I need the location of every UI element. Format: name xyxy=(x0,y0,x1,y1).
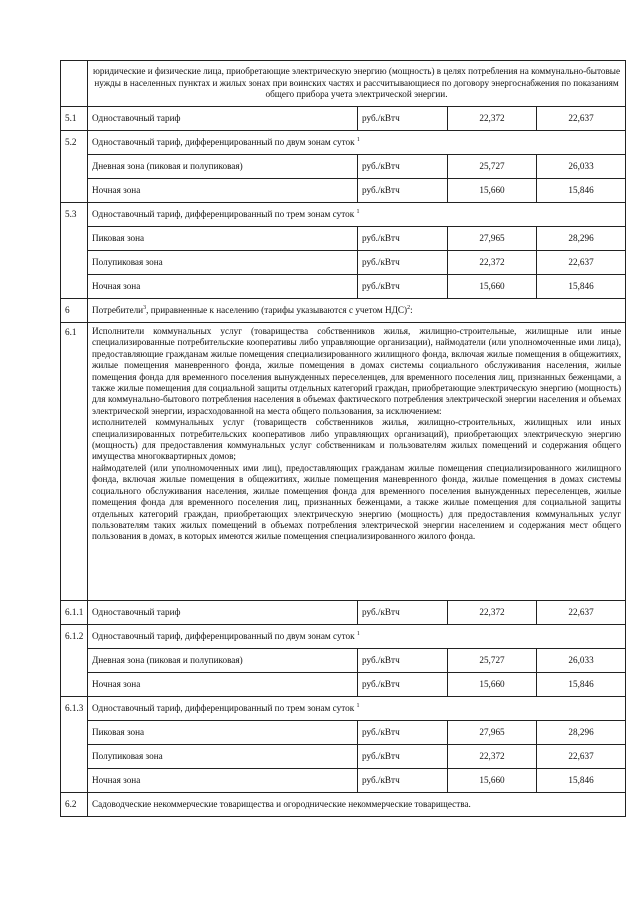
row-name: Ночная зона xyxy=(88,179,358,203)
row-number: 6 xyxy=(61,299,88,323)
tariff-table xyxy=(60,60,626,817)
row-value-2: 15,846 xyxy=(537,769,626,793)
row-value-1: 15,660 xyxy=(448,275,537,299)
table-row xyxy=(61,131,626,155)
row-unit: руб./кВтч xyxy=(358,721,448,745)
row-value-2: 22,637 xyxy=(537,251,626,275)
footnote-ref: 1 xyxy=(356,208,360,215)
row-name: Одноставочный тариф, дифференцированный по трем зонам суток xyxy=(92,702,355,713)
row-name: Ночная зона xyxy=(88,275,358,299)
row-value-2: 15,846 xyxy=(537,673,626,697)
table-row xyxy=(61,697,626,721)
table-row xyxy=(61,769,626,793)
row-heading xyxy=(88,203,626,227)
table-row xyxy=(61,721,626,745)
row-name: Полупиковая зона xyxy=(88,251,358,275)
row-unit: руб./кВтч xyxy=(358,227,448,251)
row-name: Садоводческие некоммерческие товарищества и огороднические некоммерческие товарищества. xyxy=(88,793,626,817)
row-value-2: 26,033 xyxy=(537,155,626,179)
description-paragraph: наймодателей (или уполномоченных ими лиц), предоставляющих гражданам жилые помещения специализированного жилищного фонда, включая жилые помещения в общежитиях, жилые помещения маневренного фонда, жилые помещения в домах системы социального обслуживания населения, жилые помещения фонда для временного поселения вынужденных переселенцев, жилые помещения фонда для временного поселения лиц, признанных беженцами, а также жилые помещения для социальной защиты отдельных категорий граждан, приобретающих электрическую энергию (мощность) для предоставления коммунальных услуг пользователям таких жилых помещений в объемах потребления электрической энергии населением и содержания мест общего пользования в домах, в которых имеются жилые помещения специализированного жилого фонда. xyxy=(92,462,622,542)
row-name: Пиковая зона xyxy=(88,721,358,745)
row-unit: руб./кВтч xyxy=(358,251,448,275)
row-description xyxy=(88,323,626,601)
row-heading xyxy=(88,625,626,649)
intro-text: юридические и физические лица, приобретающие электрическую энергию (мощность) в целях потребления на коммунально-бытовые нужды в населенных пунктах и жилых зонах при воинских частях и рассчитывающиеся по договору энергоснабжения по показаниям общего прибора учета электрической энергии. xyxy=(88,61,626,107)
table-row xyxy=(61,179,626,203)
row-name: Одноставочный тариф, дифференцированный по двум зонам суток xyxy=(92,630,355,641)
row-number: 5.3 xyxy=(61,203,88,299)
row-value-1: 25,727 xyxy=(448,155,537,179)
table-row xyxy=(61,323,626,601)
row-number: 5.2 xyxy=(61,131,88,203)
row-value-1: 15,660 xyxy=(448,673,537,697)
row-number: 6.1.1 xyxy=(61,601,88,625)
footnote-ref: 1 xyxy=(356,136,360,143)
row-value-1: 22,372 xyxy=(448,745,537,769)
footnote-ref: 3 xyxy=(143,304,147,311)
footnote-ref: 1 xyxy=(356,630,360,637)
row-name: Ночная зона xyxy=(88,673,358,697)
row-value-2: 22,637 xyxy=(537,745,626,769)
row-unit: руб./кВтч xyxy=(358,179,448,203)
row-number: 6.1.2 xyxy=(61,625,88,697)
table-row xyxy=(61,745,626,769)
row-name: Дневная зона (пиковая и полупиковая) xyxy=(88,155,358,179)
row-value-2: 26,033 xyxy=(537,649,626,673)
table-row xyxy=(61,251,626,275)
row-heading xyxy=(88,131,626,155)
row-value-2: 28,296 xyxy=(537,721,626,745)
row-value-1: 22,372 xyxy=(448,107,537,131)
row-name: Одноставочный тариф xyxy=(88,107,358,131)
row-unit: руб./кВтч xyxy=(358,769,448,793)
table-row xyxy=(61,155,626,179)
row-value-1: 15,660 xyxy=(448,769,537,793)
row-value-2: 22,637 xyxy=(537,107,626,131)
row-name: Полупиковая зона xyxy=(88,745,358,769)
row-unit: руб./кВтч xyxy=(358,745,448,769)
row-value-1: 22,372 xyxy=(448,601,537,625)
footnote-ref: 2 xyxy=(407,304,411,311)
row-name: Ночная зона xyxy=(88,769,358,793)
row-name: Одноставочный тариф, дифференцированный по двум зонам суток xyxy=(92,136,355,147)
row-value-2: 15,846 xyxy=(537,275,626,299)
footnote-ref: 1 xyxy=(356,702,360,709)
row-unit: руб./кВтч xyxy=(358,275,448,299)
table-row xyxy=(61,227,626,251)
row-unit: руб./кВтч xyxy=(358,107,448,131)
row-heading xyxy=(88,697,626,721)
table-row xyxy=(61,649,626,673)
row-number: 6.1.3 xyxy=(61,697,88,793)
table-row xyxy=(61,275,626,299)
row-unit: руб./кВтч xyxy=(358,601,448,625)
description-paragraph: Исполнители коммунальных услуг (товарищества собственников жилья, жилищно-строительные, жилищные или иные специализированные потребительские кооперативы либо управляющие организации), наймодатели (или уполномоченные ими лица), предоставляющие гражданам жилые помещения специализированного жилищного фонда, включая жилые помещения в общежитиях, жилые помещения маневренного фонда, жилые помещения в домах системы социального обслуживания населения, жилые помещения фонда для временного поселения вынужденных переселенцев, для временного поселения лиц, признанных беженцами, а также жилые помещения для социальной защиты отдельных категорий граждан, приобретающие электрическую энергию (мощность) для коммунально-бытового потребления населения в объемах фактического потребления электрической энергии населения и объемах электрической энергии, израсходованной на места общего пользования, за исключением: xyxy=(92,326,622,416)
row-name: Одноставочный тариф, дифференцированный по трем зонам суток xyxy=(92,208,355,219)
row-number: 5.1 xyxy=(61,107,88,131)
row-name: Одноставочный тариф xyxy=(88,601,358,625)
row-heading xyxy=(88,299,626,323)
row-number: 6.2 xyxy=(61,793,88,817)
row-name: Потребители xyxy=(92,304,144,315)
row-value-2: 15,846 xyxy=(537,179,626,203)
table-row xyxy=(61,299,626,323)
row-number: 6.1 xyxy=(61,323,88,601)
table-row xyxy=(61,673,626,697)
table-row xyxy=(61,601,626,625)
row-value-1: 22,372 xyxy=(448,251,537,275)
row-value-1: 25,727 xyxy=(448,649,537,673)
row-value-1: 27,965 xyxy=(448,227,537,251)
description-paragraph: исполнителей коммунальных услуг (товариществ собственников жилья, жилищно-строительных, жилищных или иных специализированных потребительских кооперативов либо управляющих организаций), приобретающих электрическую энергию (мощность) для предоставления коммунальных услуг собственникам и пользователям жилых помещений и содержания общего имущества многоквартирных домов; xyxy=(92,417,622,462)
row-unit: руб./кВтч xyxy=(358,155,448,179)
table-row xyxy=(61,793,626,817)
table-row xyxy=(61,203,626,227)
row-value-1: 15,660 xyxy=(448,179,537,203)
row-value-1: 27,965 xyxy=(448,721,537,745)
table-row xyxy=(61,625,626,649)
row-unit: руб./кВтч xyxy=(358,673,448,697)
row-value-2: 28,296 xyxy=(537,227,626,251)
intro-row xyxy=(61,61,626,107)
row-name-continued: , приравненные к населению (тарифы указываются с учетом НДС) xyxy=(146,304,408,315)
row-name: Пиковая зона xyxy=(88,227,358,251)
row-value-2: 22,637 xyxy=(537,601,626,625)
table-row xyxy=(61,107,626,131)
row-name: Дневная зона (пиковая и полупиковая) xyxy=(88,649,358,673)
row-unit: руб./кВтч xyxy=(358,649,448,673)
row-name-end: : xyxy=(410,304,413,315)
